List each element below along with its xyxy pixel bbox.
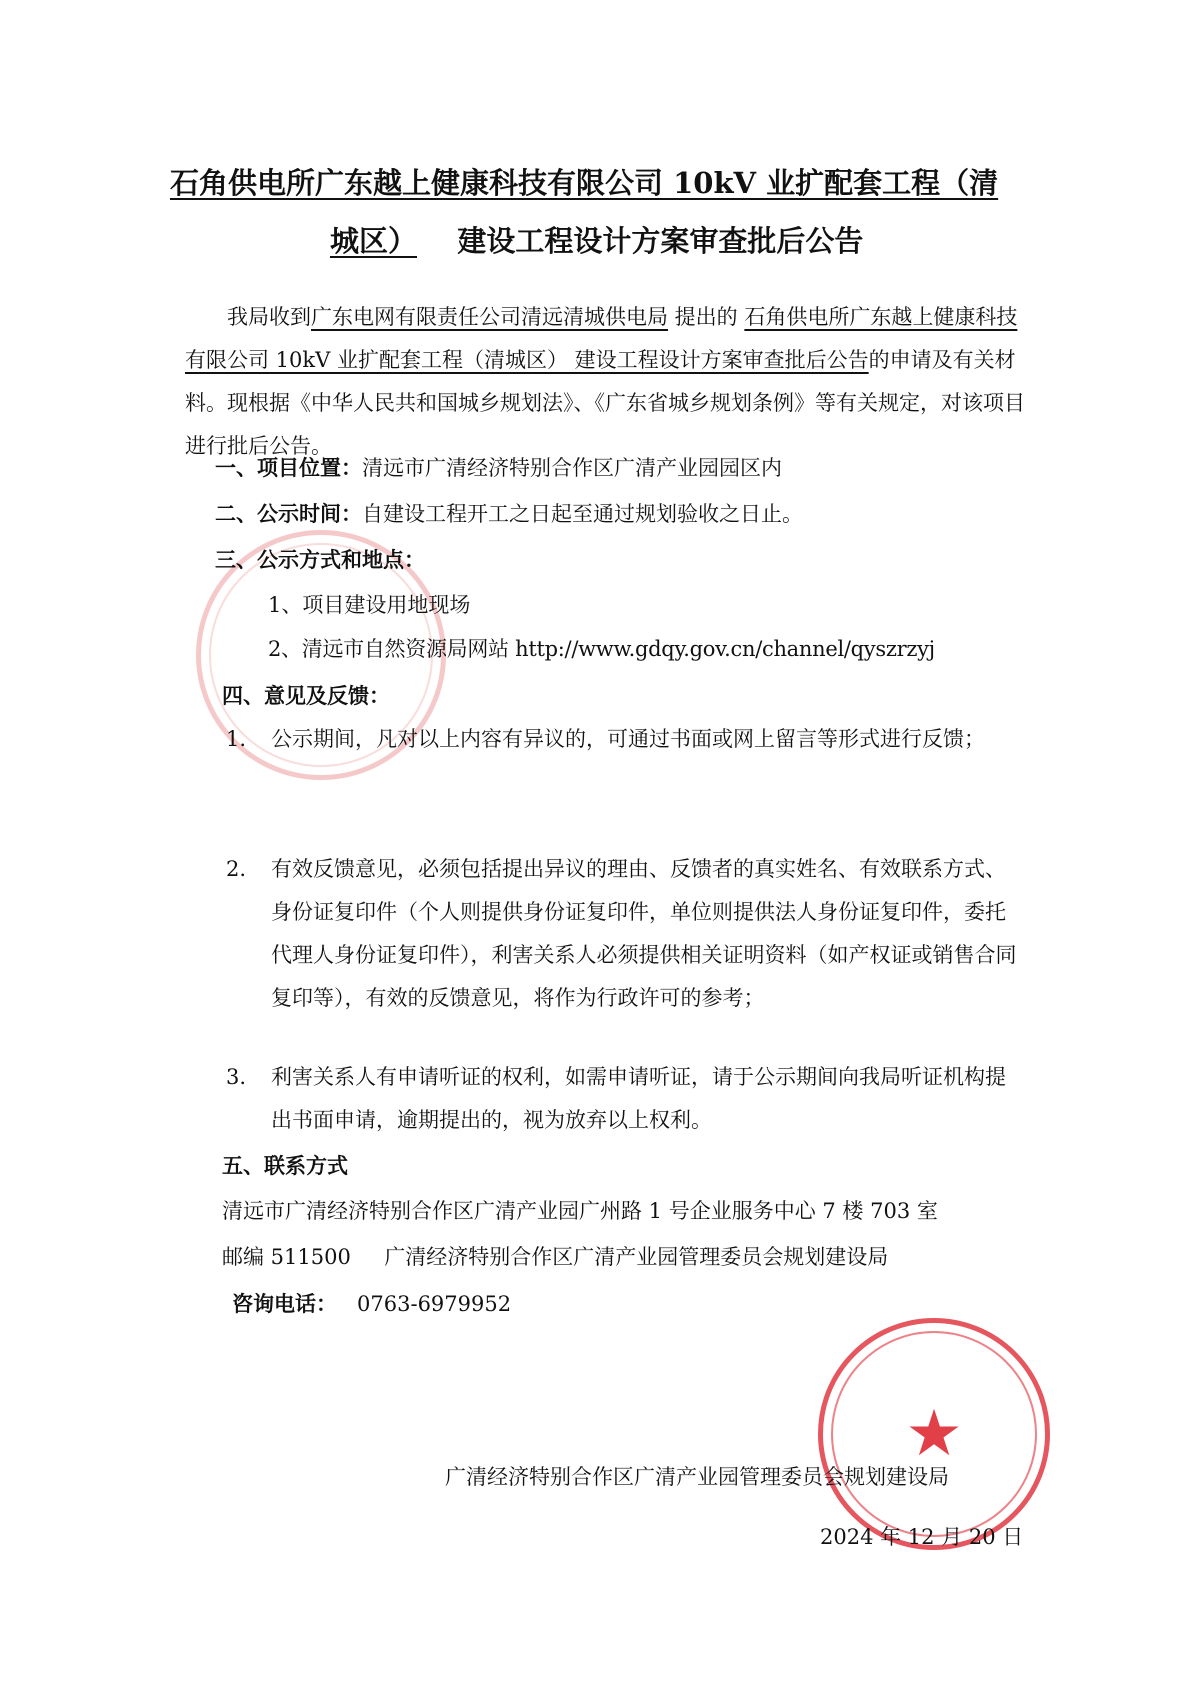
project-name: 石角供电所广东越上健康科技有限公司 10kV 业扩配套工程（清城区） 建设工程设计方案审查批后公告 <box>185 305 1018 372</box>
section-location: 一、项目位置：清远市广清经济特别合作区广清产业园园区内 <box>215 455 782 480</box>
section-feedback-heading: 四、意见及反馈： <box>222 683 390 708</box>
signature-org: 广清经济特别合作区广清产业园管理委员会规划建设局 <box>445 1465 949 1489</box>
feedback-item-1: 公示期间，凡对以上内容有异议的，可通过书面或网上留言等形式进行反馈； <box>271 727 985 751</box>
section-method-heading: 三、公示方式和地点： <box>215 547 425 572</box>
section-contact-heading: 五、联系方式 <box>222 1153 348 1178</box>
seal-star-icon: ★ <box>905 1397 963 1471</box>
contact-address: 清远市广清经济特别合作区广清产业园广州路 1 号企业服务中心 7 楼 703 室 <box>222 1199 938 1223</box>
feedback-item-2: 有效反馈意见，必须包括提出异议的理由、反馈者的真实姓名、有效联系方式、身份证复印件（个人则提供身份证复印件，单位则提供法人身份证复印件，委托代理人身份证复印件），利害关系人必须提供相关证明资料（如产权证或销售合同复印等），有效的反馈意见，将作为行政许可的参考； <box>271 857 1017 1010</box>
feedback-number-2: 2. <box>226 857 247 881</box>
intro-paragraph: 我局收到广东电网有限责任公司清远清城供电局 提出的 石角供电所广东越上健康科技有限公司 10kV 业扩配套工程（清城区） 建设工程设计方案审查批后公告的申请及有关材料。现根据《中华人民共和国城乡规划法》、《广东省城乡规划条例》等有关规定，对该项目进行批后公告。 <box>185 305 1025 458</box>
feedback-number-1: 1. <box>226 727 247 751</box>
feedback-item-3: 利害关系人有申请听证的权利，如需申请听证，请于公示期间向我局听证机构提出书面申请，逾期提出的，视为放弃以上权利。 <box>271 1065 1006 1132</box>
contact-postcode-org: 邮编 511500 广清经济特别合作区广清产业园管理委员会规划建设局 <box>222 1245 889 1269</box>
section-time: 二、公示时间：自建设工程开工之日起至通过规划验收之日止。 <box>215 501 803 526</box>
document-title-line-1: 石角供电所广东越上健康科技有限公司 10kV 业扩配套工程（清 <box>170 166 999 200</box>
contact-phone: 咨询电话： 0763-6979952 <box>232 1291 512 1316</box>
signature-date: 2024 年 12 月 20 日 <box>820 1525 1024 1549</box>
method-item-2: 2、清远市自然资源局网站 http://www.gdqy.gov.cn/channel/qyszrzyj <box>268 637 935 661</box>
feedback-number-3: 3. <box>226 1065 247 1089</box>
method-item-1: 1、项目建设用地现场 <box>268 593 471 617</box>
applicant-name: 广东电网有限责任公司清远清城供电局 <box>311 305 668 329</box>
document-title-line-2: 城区） 建设工程设计方案审查批后公告 <box>330 224 864 258</box>
